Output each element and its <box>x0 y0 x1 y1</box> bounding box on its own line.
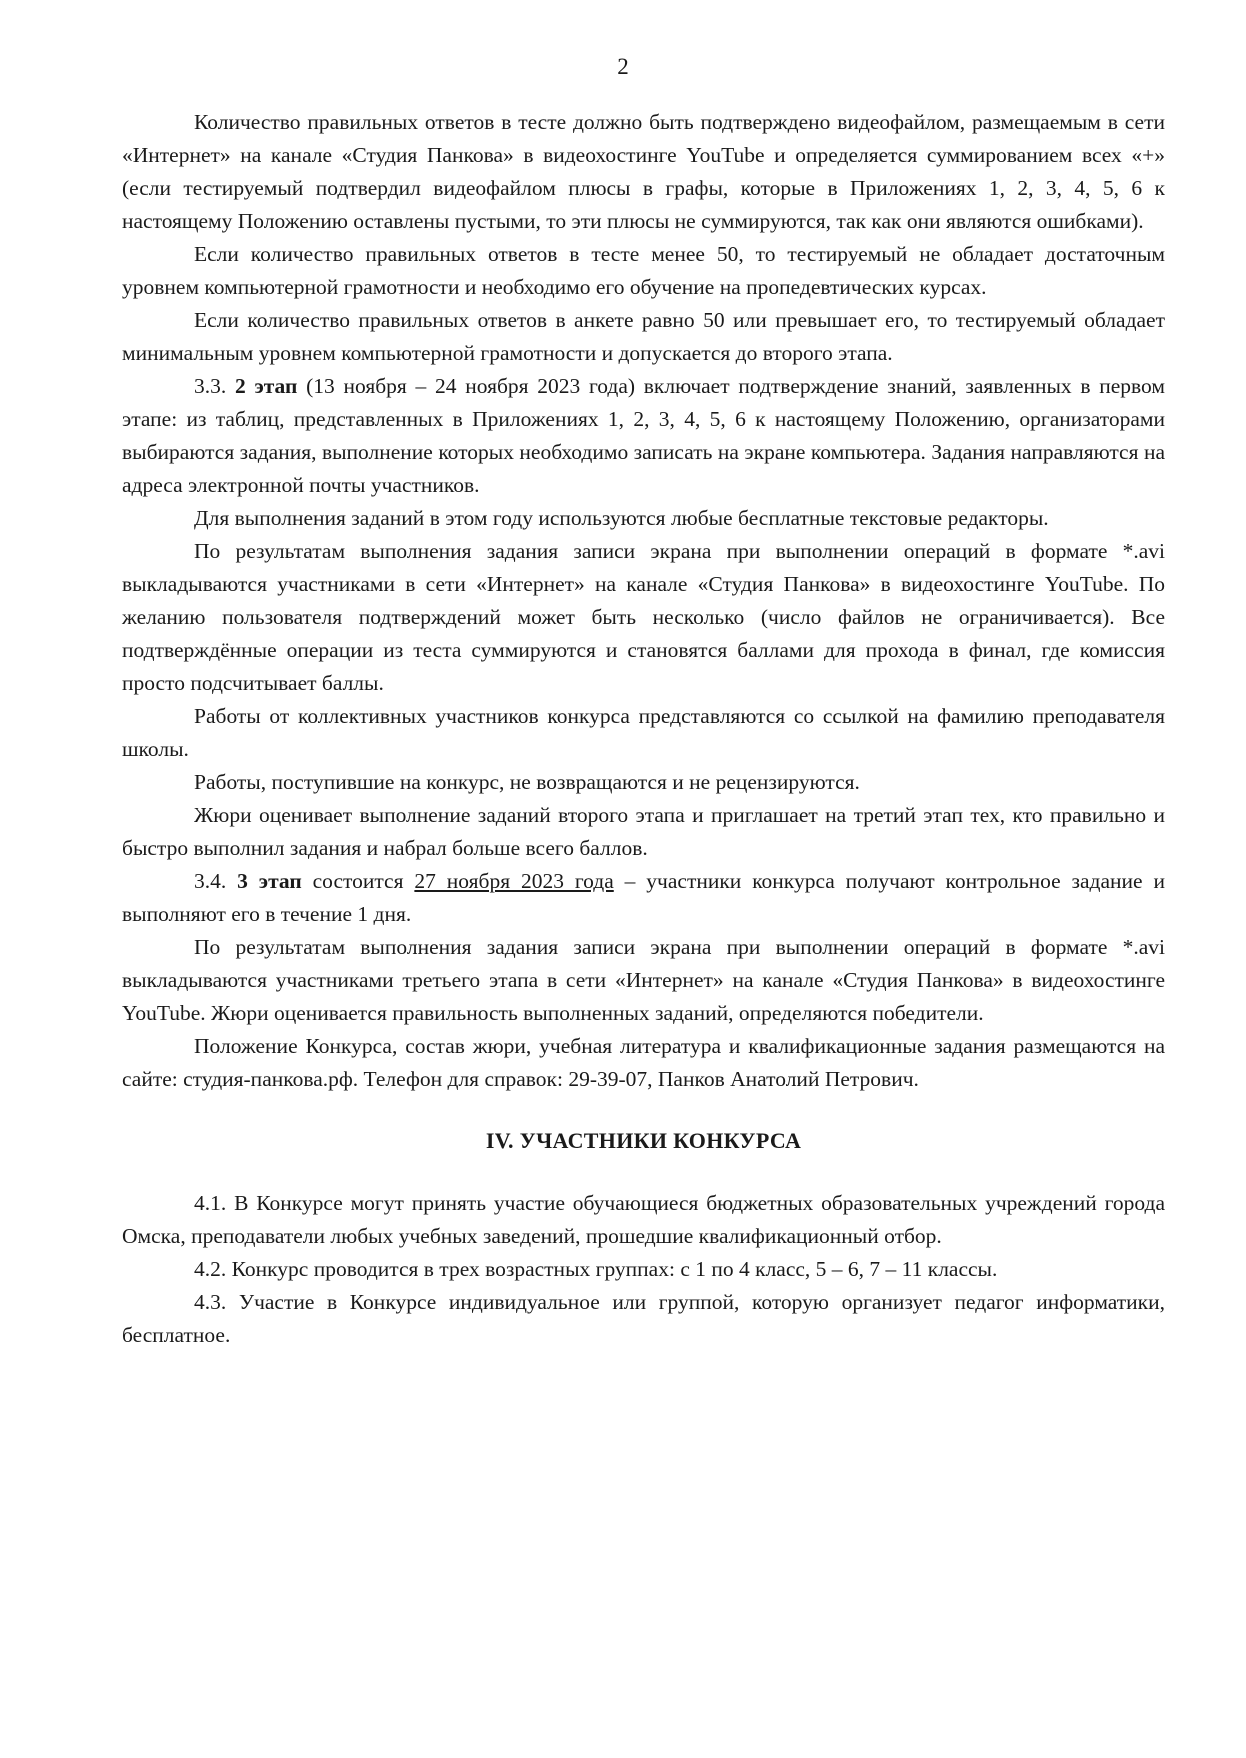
paragraph-test-confirmation: Количество правильных ответов в тесте должно быть подтверждено видеофайлом, размещаемым в сети «Интернет» на канале «Студия Панкова» в видеохостинге YouTube и определяется суммированием всех «+» (если тестируемый подтвердил видеофайлом плюсы в графы, которые в Приложениях 1, 2, 3, 4, 5, 6 к настоящему Положению оставлены пустыми, то эти плюсы не суммируются, так как они являются ошибками). <box>122 110 1165 233</box>
stage-text: – участники конкурса получают контрольное задание и выполняют его в течение 1 дня. <box>122 869 1165 926</box>
stage-text: (13 ноября – 24 ноября 2023 года) включает подтверждение знаний, заявленных в первом этапе: из таблиц, представленных в Приложениях 1, 2, 3, 4, 5, 6 к настоящему Положению, организаторами выбираются задания, выполнение которых необходимо записать на экране компьютера. Задания направляются на адреса электронной почты участников. <box>122 374 1165 497</box>
item-number: 3.3. <box>194 374 227 398</box>
section-item-4-2: 4.2. Конкурс проводится в трех возрастных группах: с 1 по 4 класс, 5 – 6, 7 – 11 классы. <box>194 1257 998 1281</box>
paragraph-collective-works: Работы от коллективных участников конкурса представляются со ссылкой на фамилию преподавателя школы. <box>122 704 1165 761</box>
section-item-4-1: 4.1. В Конкурсе могут принять участие обучающиеся бюджетных образовательных учреждений города Омска, преподаватели любых учебных заведений, прошедшие квалификационный отбор. <box>122 1191 1165 1248</box>
paragraph-editors: Для выполнения заданий в этом году используются любые бесплатные текстовые редакторы. <box>194 506 1049 530</box>
paragraph-stage-3-results: По результатам выполнения задания записи экрана при выполнении операций в формате *.avi выкладываются участниками третьего этапа в сети «Интернет» на канале «Студия Панкова» в видеохостинге YouTube. Жюри оценивается правильность выполненных заданий, определяются победители. <box>122 935 1165 1025</box>
paragraph-stage-2 <box>122 370 1165 502</box>
section-item-4-3: 4.3. Участие в Конкурсе индивидуальное или группой, которую организует педагог информатики, бесплатное. <box>122 1290 1165 1347</box>
stage-label: 2 этап <box>234 374 298 398</box>
paragraph-jury-evaluation: Жюри оценивает выполнение заданий второго этапа и приглашает на третий этап тех, кто правильно и быстро выполнил задания и набрал больше всего баллов. <box>122 803 1165 860</box>
paragraph-works-not-returned: Работы, поступившие на конкурс, не возвращаются и не рецензируются. <box>194 770 860 794</box>
stage-verb: состоится <box>312 869 404 893</box>
paragraph-below-50: Если количество правильных ответов в тесте менее 50, то тестируемый не обладает достаточным уровнем компьютерной грамотности и необходимо его обучение на пропедевтических курсах. <box>122 242 1165 299</box>
paragraph-contacts: Положение Конкурса, состав жюри, учебная литература и квалификационные задания размещаются на сайте: студия-панкова.рф. Телефон для справок: 29-39-07, Панков Анатолий Петрович. <box>122 1034 1165 1091</box>
paragraph-50-or-more: Если количество правильных ответов в анкете равно 50 или превышает его, то тестируемый обладает минимальным уровнем компьютерной грамотности и допускается до второго этапа. <box>122 308 1165 365</box>
item-number: 3.4. <box>194 869 227 893</box>
paragraph-screen-recording: По результатам выполнения задания записи экрана при выполнении операций в формате *.avi выкладываются участниками в сети «Интернет» на канале «Студия Панкова» в видеохостинге YouTube. По желанию пользователя подтверждений может быть несколько (число файлов не ограничивается). Все подтверждённые операции из теста суммируются и становятся баллами для прохода в финал, где комиссия просто подсчитывает баллы. <box>122 539 1165 695</box>
document-body <box>122 106 1165 1352</box>
paragraph-stage-3 <box>122 865 1165 931</box>
section-heading: IV. УЧАСТНИКИ КОНКУРСА <box>485 1128 802 1153</box>
page-number: 2 <box>617 54 629 79</box>
stage-label: 3 этап <box>237 869 302 893</box>
stage-date: 27 ноября 2023 года <box>414 869 614 893</box>
